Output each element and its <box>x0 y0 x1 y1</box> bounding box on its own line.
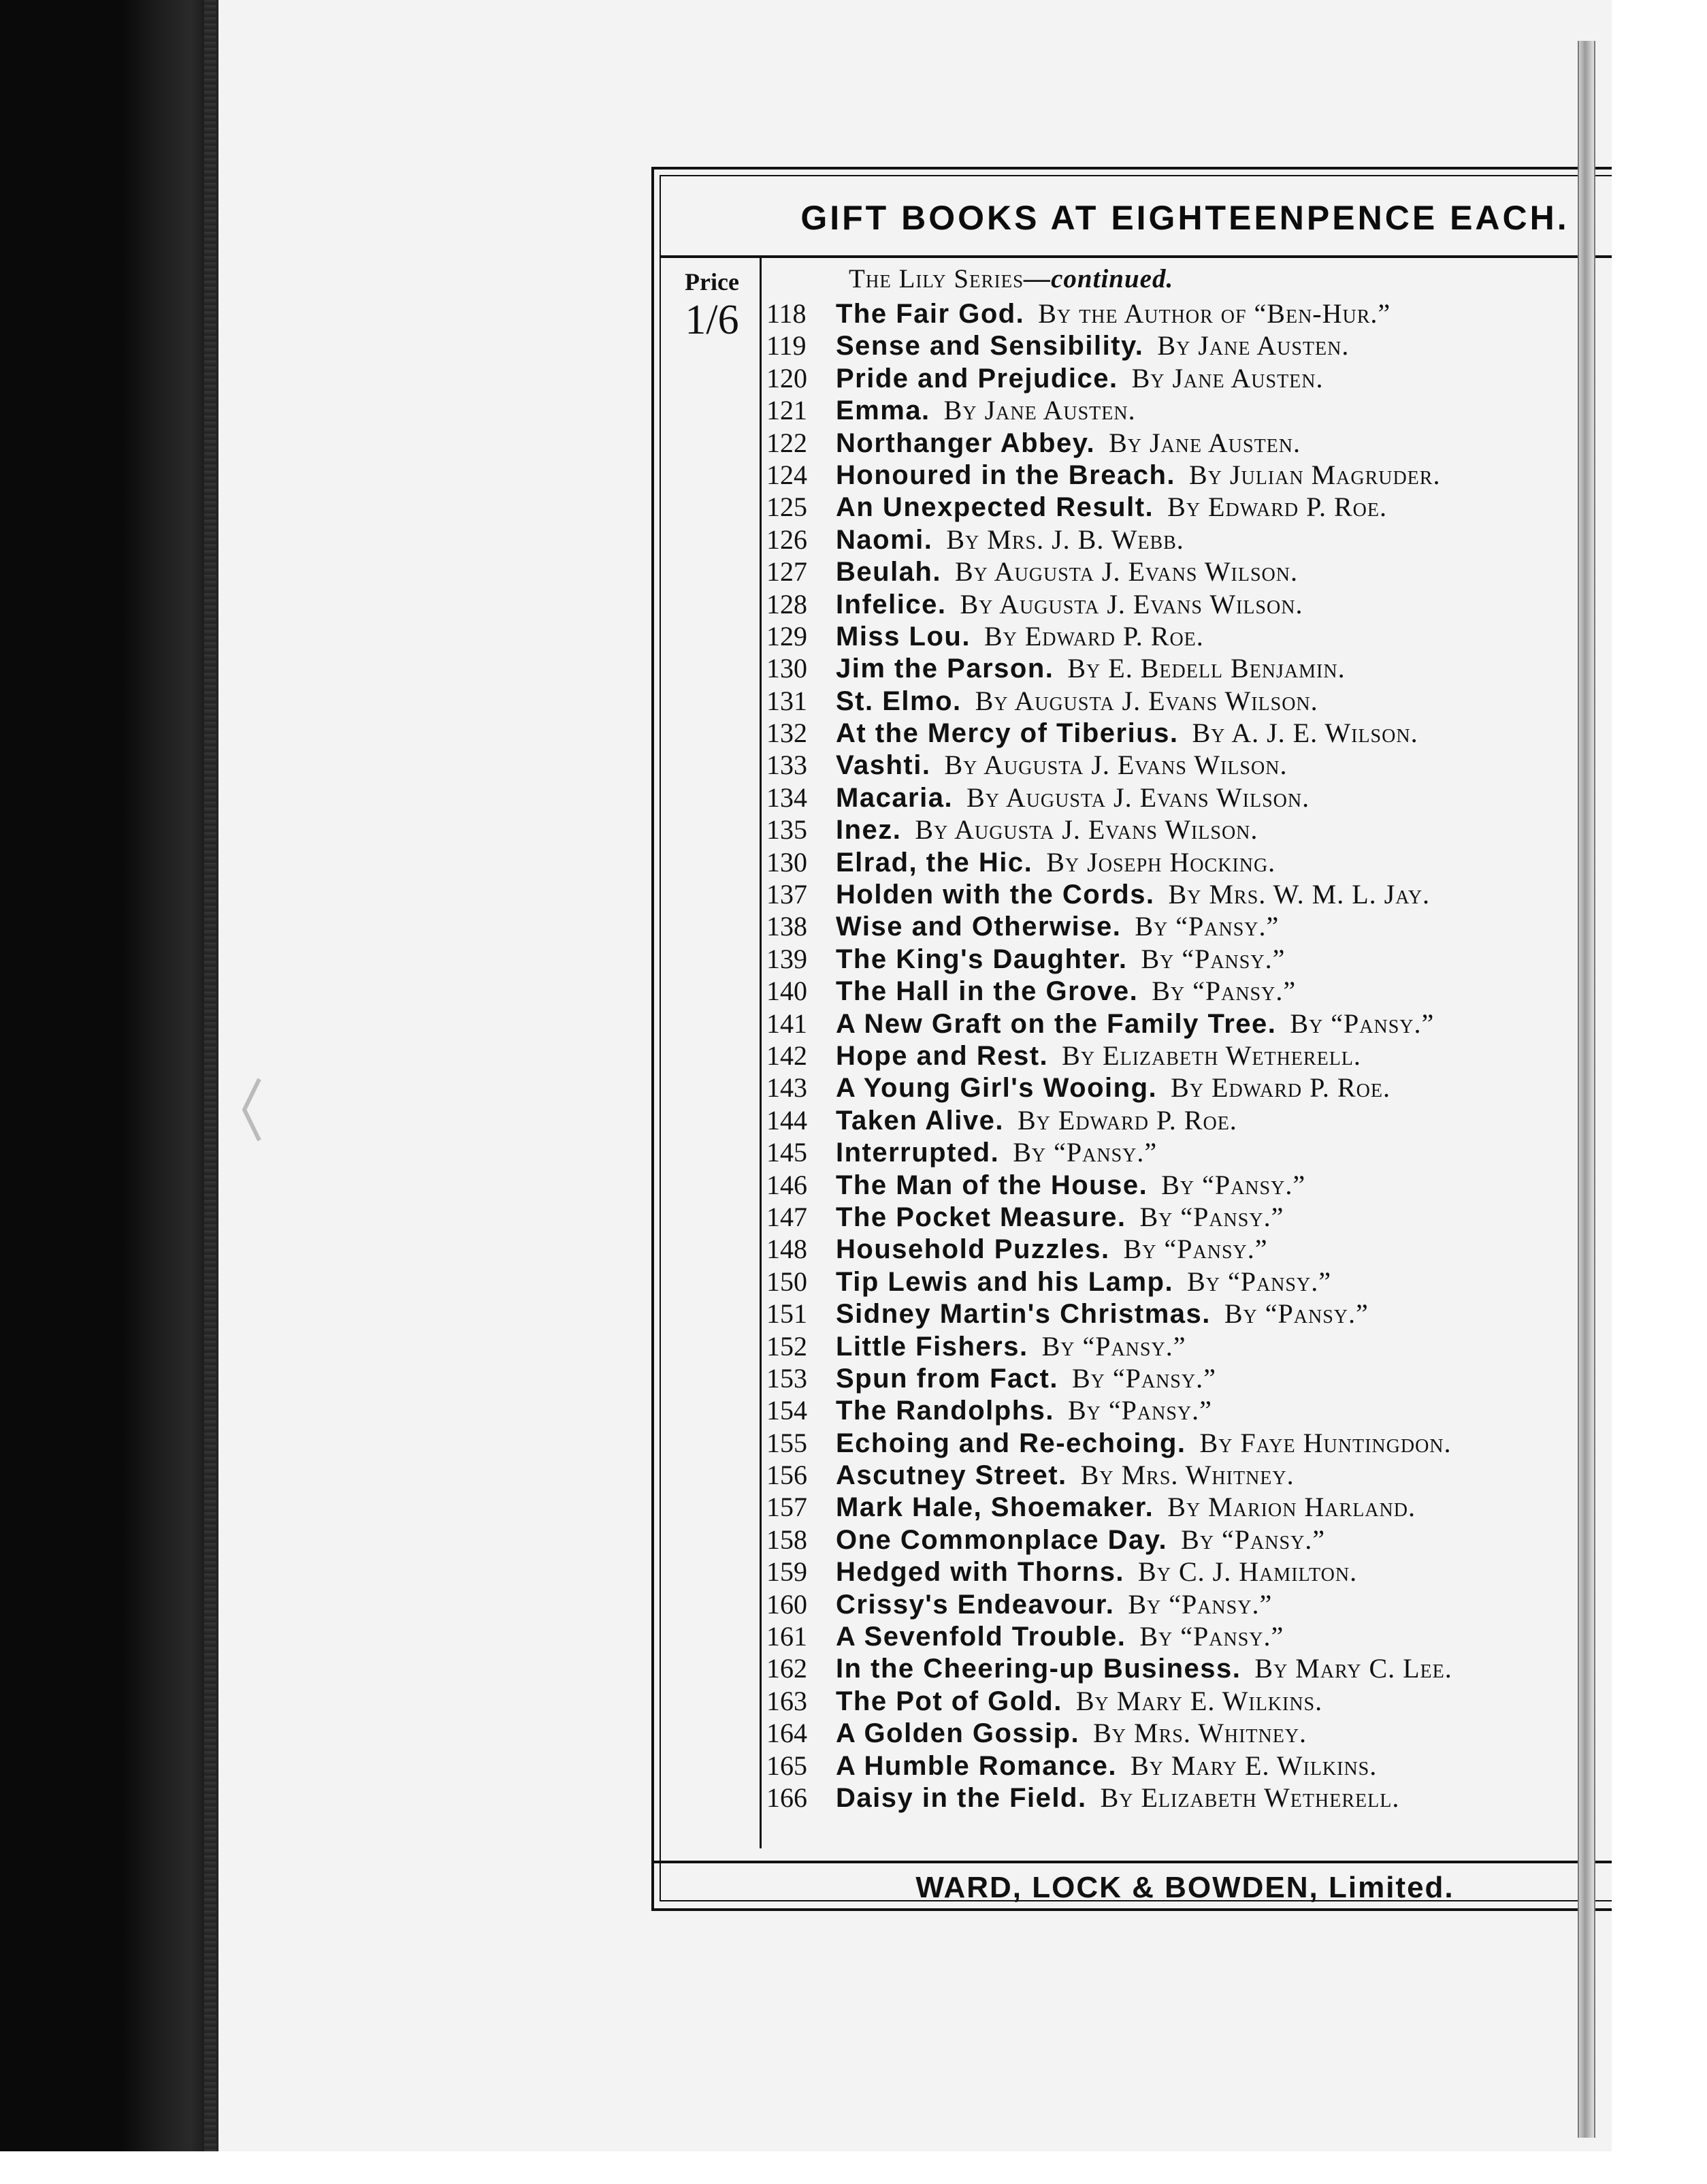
book-author: By Mary E. Wilkins. <box>1075 1685 1323 1716</box>
list-item <box>766 362 1707 394</box>
book-number: 119 <box>766 330 807 362</box>
book-number: 134 <box>766 782 807 813</box>
list-item <box>766 1652 1707 1684</box>
book-title: Interrupted. <box>836 1138 1000 1168</box>
book-title: The Hall in the Grove. <box>836 976 1139 1007</box>
list-item <box>766 588 1707 620</box>
book-author: By Edward P. Roe. <box>1167 492 1387 523</box>
book-title: Spun from Fact. <box>836 1363 1058 1394</box>
list-item <box>766 975 1707 1007</box>
book-title: Hedged with Thorns. <box>836 1557 1125 1588</box>
book-number: 127 <box>766 556 807 588</box>
book-title: Wise and Otherwise. <box>836 912 1122 942</box>
book-number: 120 <box>766 362 807 394</box>
book-number: 135 <box>766 814 807 846</box>
book-author: By Elizabeth Wetherell. <box>1100 1782 1400 1813</box>
book-title: One Commonplace Day. <box>836 1524 1168 1555</box>
book-number: 160 <box>766 1588 807 1620</box>
list-item <box>766 1750 1707 1782</box>
book-title: Hope and Rest. <box>836 1040 1049 1071</box>
list-item <box>766 394 1707 426</box>
series-name: The Lily Series <box>849 264 1024 293</box>
book-number: 138 <box>766 911 807 942</box>
list-item <box>766 1233 1707 1265</box>
book-number: 161 <box>766 1621 807 1652</box>
price-column <box>668 268 756 344</box>
list-item <box>766 685 1707 717</box>
series-heading <box>849 262 1173 296</box>
book-title: Jim the Parson. <box>836 654 1054 684</box>
book-number: 140 <box>766 976 807 1007</box>
book-title: Northanger Abbey. <box>836 428 1096 458</box>
book-title: Honoured in the Breach. <box>836 460 1175 490</box>
list-item <box>766 1136 1707 1168</box>
book-author: By “Pansy.” <box>1068 1395 1212 1426</box>
bottom-margin <box>0 2151 1707 2184</box>
book-number: 118 <box>766 298 807 329</box>
book-author: By Edward P. Roe. <box>1017 1104 1237 1136</box>
book-author: By C. J. Hamilton. <box>1138 1556 1358 1588</box>
book-author: By Mrs. W. M. L. Jay. <box>1168 879 1431 910</box>
list-item <box>766 1040 1707 1072</box>
book-author: By Augusta J. Evans Wilson. <box>915 814 1258 846</box>
book-number: 151 <box>766 1298 807 1330</box>
list-item <box>766 910 1707 942</box>
book-author: By “Pansy.” <box>1123 1234 1268 1265</box>
book-number: 145 <box>766 1137 807 1168</box>
page-title: GIFT BOOKS AT EIGHTEENPENCE EACH. <box>800 199 1570 237</box>
book-author: By Mary E. Wilkins. <box>1130 1750 1378 1781</box>
book-author: By “Pansy.” <box>1161 1169 1306 1200</box>
list-item <box>766 878 1707 910</box>
book-title: Ascutney Street. <box>836 1460 1067 1491</box>
list-item <box>766 846 1707 878</box>
book-title: Echoing and Re-echoing. <box>836 1428 1186 1458</box>
book-author: By “Pansy.” <box>1071 1362 1216 1394</box>
price-label: Price <box>685 268 739 295</box>
book-title: Emma. <box>836 396 930 426</box>
price-value: 1/6 <box>685 297 739 343</box>
book-title: Daisy in the Field. <box>836 1782 1087 1813</box>
publisher-imprint: WARD, LOCK & BOWDEN, Limited. <box>915 1871 1454 1904</box>
list-item <box>766 717 1707 749</box>
book-title: Elrad, the Hic. <box>836 847 1033 878</box>
right-margin <box>1612 0 1707 2184</box>
book-list <box>766 298 1707 1814</box>
book-title: A New Graft on the Family Tree. <box>836 1008 1277 1039</box>
series-continued: —continued. <box>1024 264 1174 293</box>
list-item <box>766 524 1707 556</box>
book-number: 137 <box>766 879 807 910</box>
book-number: 130 <box>766 653 807 684</box>
book-author: By “Pansy.” <box>1187 1266 1331 1297</box>
book-author: By Marion Harland. <box>1167 1492 1416 1523</box>
list-item <box>766 1362 1707 1394</box>
book-number: 152 <box>766 1330 807 1362</box>
list-item <box>766 1394 1707 1426</box>
book-number: 121 <box>766 395 807 426</box>
list-item <box>766 749 1707 781</box>
book-title: The Pocket Measure. <box>836 1202 1126 1232</box>
book-author: By Augusta J. Evans Wilson. <box>960 588 1303 620</box>
book-title: The Fair God. <box>836 299 1025 329</box>
list-item <box>766 782 1707 814</box>
book-author: By “Pansy.” <box>1128 1588 1273 1620</box>
book-number: 156 <box>766 1460 807 1491</box>
book-author: By Mrs. Whitney. <box>1080 1460 1295 1491</box>
book-title: A Sevenfold Trouble. <box>836 1622 1126 1652</box>
list-item <box>766 1685 1707 1717</box>
list-item <box>766 1201 1707 1233</box>
book-author: By “Pansy.” <box>1290 1008 1435 1039</box>
book-number: 163 <box>766 1685 807 1716</box>
book-title: Taken Alive. <box>836 1105 1004 1136</box>
book-author: By “Pansy.” <box>1135 911 1280 942</box>
list-item <box>766 1491 1707 1523</box>
list-item <box>766 1556 1707 1588</box>
book-number: 155 <box>766 1427 807 1458</box>
book-title: Holden with the Cords. <box>836 880 1155 910</box>
book-author: By Augusta J. Evans Wilson. <box>966 782 1310 813</box>
book-number: 129 <box>766 620 807 652</box>
book-number: 157 <box>766 1492 807 1523</box>
book-number: 162 <box>766 1653 807 1684</box>
book-number: 131 <box>766 685 807 716</box>
book-number: 144 <box>766 1104 807 1136</box>
book-title: In the Cheering-up Business. <box>836 1654 1241 1684</box>
book-author: By Augusta J. Evans Wilson. <box>954 556 1298 588</box>
book-author: By “Pansy.” <box>1139 1201 1284 1232</box>
book-title: At the Mercy of Tiberius. <box>836 718 1179 749</box>
list-item <box>766 1524 1707 1556</box>
book-number: 153 <box>766 1362 807 1394</box>
book-number: 158 <box>766 1524 807 1555</box>
book-author: By “Pansy.” <box>1224 1298 1369 1330</box>
list-item <box>766 459 1707 491</box>
book-author: By Augusta J. Evans Wilson. <box>975 685 1318 716</box>
book-title: The Randolphs. <box>836 1396 1054 1426</box>
book-number: 150 <box>766 1266 807 1297</box>
book-title: Naomi. <box>836 524 933 555</box>
list-item <box>766 1330 1707 1362</box>
list-item <box>766 1266 1707 1298</box>
book-title: A Golden Gossip. <box>836 1718 1080 1749</box>
book-title: Vashti. <box>836 750 931 781</box>
book-title: An Unexpected Result. <box>836 492 1154 523</box>
book-author: By Augusta J. Evans Wilson. <box>944 750 1288 781</box>
book-author: By Jane Austen. <box>943 395 1136 426</box>
list-item <box>766 1104 1707 1136</box>
list-item <box>766 1072 1707 1104</box>
book-number: 146 <box>766 1169 807 1200</box>
list-item <box>766 1588 1707 1620</box>
book-title: St. Elmo. <box>836 686 962 716</box>
list-item <box>766 1620 1707 1652</box>
book-author: By “Pansy.” <box>1041 1330 1186 1362</box>
book-number: 130 <box>766 846 807 878</box>
list-item <box>766 943 1707 975</box>
book-title: The Man of the House. <box>836 1170 1148 1200</box>
list-item <box>766 1008 1707 1040</box>
page-fold <box>1578 41 1595 2138</box>
book-title: Crissy's Endeavour. <box>836 1589 1115 1620</box>
book-number: 142 <box>766 1040 807 1071</box>
list-item <box>766 620 1707 652</box>
book-author: By Joseph Hocking. <box>1046 846 1276 878</box>
list-item <box>766 427 1707 459</box>
book-title: The Pot of Gold. <box>836 1686 1062 1716</box>
book-title: Infelice. <box>836 589 947 620</box>
book-author: By Julian Magruder. <box>1189 459 1441 490</box>
book-author: By Faye Huntingdon. <box>1199 1427 1452 1458</box>
list-item <box>766 1169 1707 1201</box>
book-author: By “Pansy.” <box>1013 1137 1158 1168</box>
book-number: 126 <box>766 524 807 555</box>
book-author: By Jane Austen. <box>1109 427 1301 458</box>
book-number: 148 <box>766 1234 807 1265</box>
book-title: Beulah. <box>836 557 941 588</box>
book-number: 124 <box>766 459 807 490</box>
list-item <box>766 491 1707 523</box>
list-item <box>766 1459 1707 1491</box>
book-author: By Edward P. Roe. <box>983 620 1204 652</box>
list-item <box>766 1427 1707 1459</box>
book-author: By Jane Austen. <box>1131 362 1324 394</box>
book-author: By Jane Austen. <box>1157 330 1350 362</box>
list-item <box>766 652 1707 684</box>
book-title: A Young Girl's Wooing. <box>836 1073 1158 1104</box>
book-author: By Elizabeth Wetherell. <box>1062 1040 1361 1071</box>
book-author: By Mary C. Lee. <box>1254 1653 1452 1684</box>
book-number: 147 <box>766 1201 807 1232</box>
book-number: 159 <box>766 1556 807 1588</box>
book-author: By Mrs. J. B. Webb. <box>946 524 1184 555</box>
list-item <box>766 814 1707 846</box>
book-title: Sense and Sensibility. <box>836 331 1144 362</box>
book-author: By Mrs. Whitney. <box>1093 1718 1307 1749</box>
list-item <box>766 298 1707 330</box>
book-number: 128 <box>766 588 807 620</box>
book-title: Mark Hale, Shoemaker. <box>836 1492 1154 1523</box>
book-number: 122 <box>766 427 807 458</box>
book-title: Inez. <box>836 815 902 846</box>
advertisement-panel <box>627 153 1707 1923</box>
book-number: 166 <box>766 1782 807 1813</box>
book-author: By the Author of “Ben-Hur.” <box>1038 298 1391 329</box>
book-page <box>216 0 1614 2154</box>
book-number: 141 <box>766 1008 807 1039</box>
book-title: Pride and Prejudice. <box>836 363 1118 394</box>
book-number: 132 <box>766 718 807 749</box>
book-author: By “Pansy.” <box>1139 1621 1284 1652</box>
book-title: Household Puzzles. <box>836 1234 1110 1265</box>
book-title: The King's Daughter. <box>836 944 1128 974</box>
book-title: Miss Lou. <box>836 621 971 652</box>
book-number: 154 <box>766 1395 807 1426</box>
footer-divider <box>651 1861 1707 1863</box>
book-number: 165 <box>766 1750 807 1781</box>
book-number: 164 <box>766 1718 807 1749</box>
book-author: By A. J. E. Wilson. <box>1192 718 1418 749</box>
column-divider <box>760 255 762 1848</box>
book-spine <box>0 0 218 2184</box>
list-item <box>766 1717 1707 1749</box>
book-author: By Edward P. Roe. <box>1171 1072 1391 1104</box>
book-title: Little Fishers. <box>836 1331 1028 1362</box>
list-item <box>766 556 1707 588</box>
book-number: 143 <box>766 1072 807 1104</box>
book-author: By “Pansy.” <box>1152 976 1297 1007</box>
list-item <box>766 330 1707 362</box>
book-number: 139 <box>766 943 807 974</box>
list-item <box>766 1782 1707 1814</box>
book-number: 125 <box>766 492 807 523</box>
book-title: Sidney Martin's Christmas. <box>836 1299 1211 1330</box>
list-item <box>766 1298 1707 1330</box>
book-author: By “Pansy.” <box>1181 1524 1326 1555</box>
book-title: Macaria. <box>836 782 954 813</box>
page-crease-mark <box>239 1076 266 1144</box>
book-author: By E. Bedell Benjamin. <box>1067 653 1346 684</box>
book-title: Tip Lewis and his Lamp. <box>836 1266 1174 1297</box>
book-title: A Humble Romance. <box>836 1750 1117 1781</box>
book-author: By “Pansy.” <box>1141 943 1286 974</box>
header-divider <box>661 255 1707 258</box>
book-number: 133 <box>766 750 807 781</box>
